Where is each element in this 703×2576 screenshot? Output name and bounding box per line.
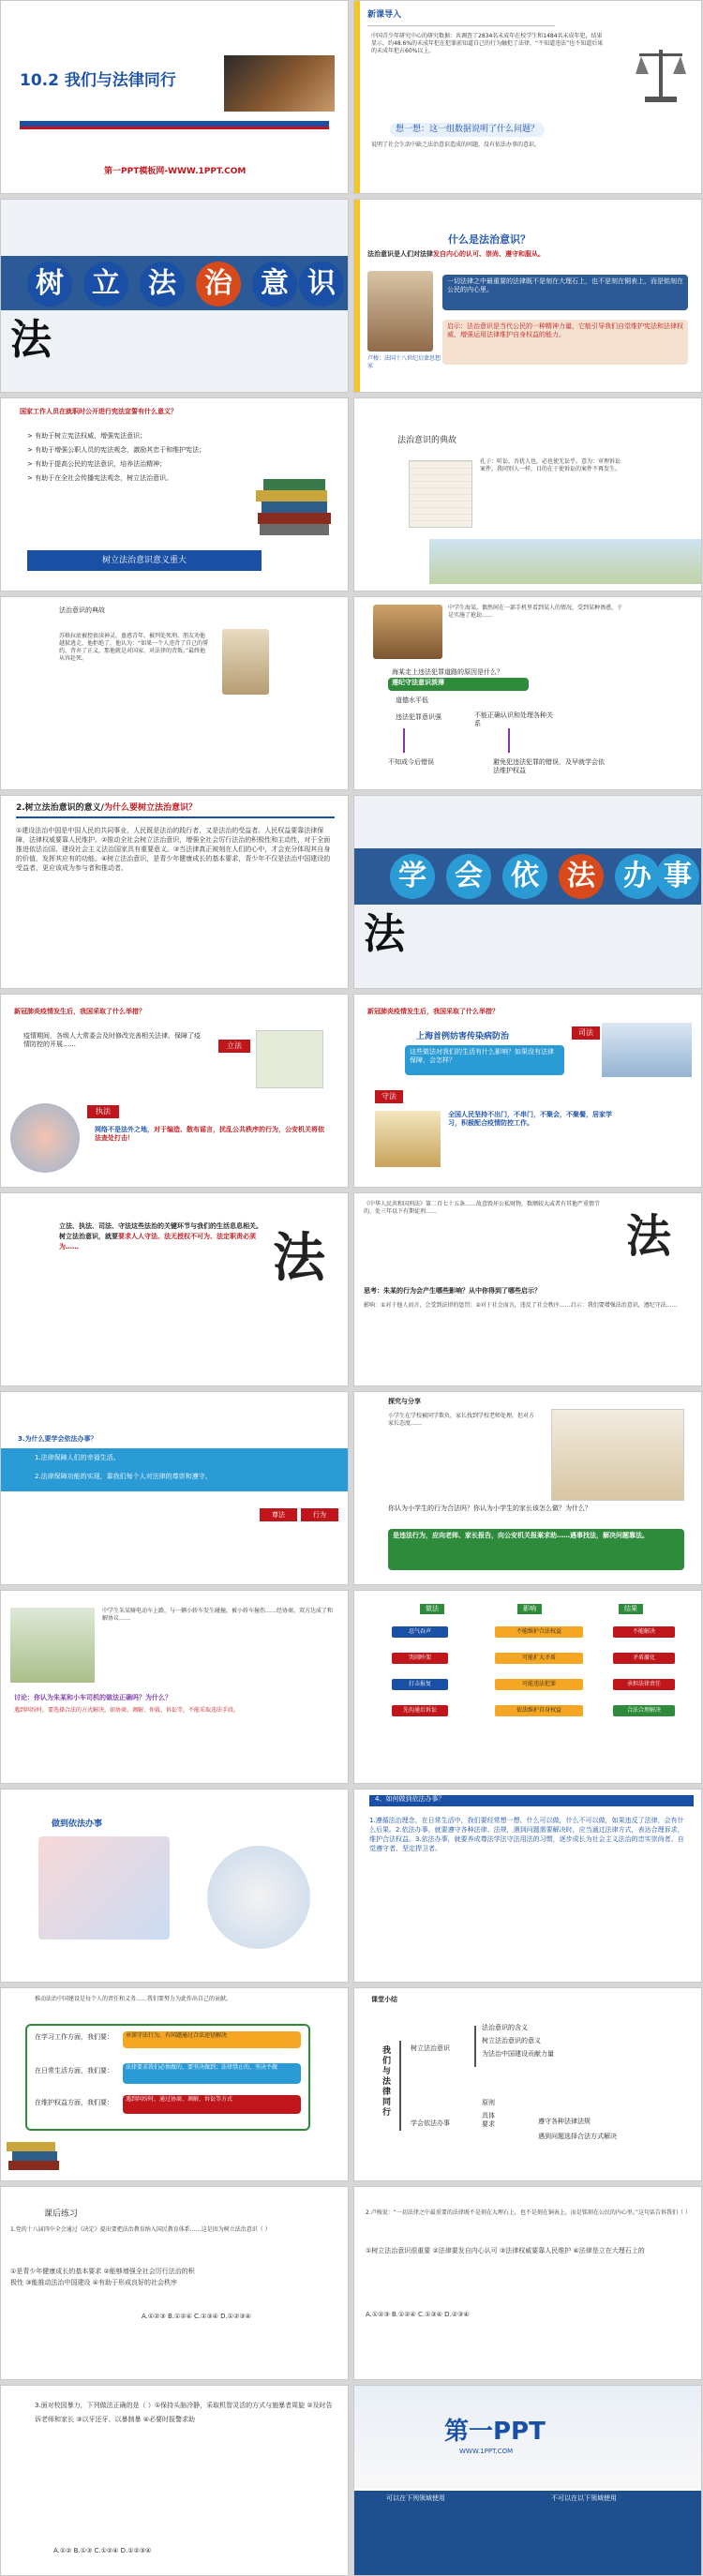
title-char-4: 法	[559, 854, 604, 899]
col-header: 结果	[619, 1604, 643, 1614]
slide-3-section[interactable]	[0, 199, 349, 393]
answer-options: A.①②③ B.①②④ C.①③④ D.①②③④	[142, 2313, 251, 2320]
title-char-3: 依	[502, 854, 547, 899]
slide-24-exercise[interactable]	[353, 2186, 702, 2380]
question-card: 这些做法对我们的生活有什么影响？如果没有法律保障，会怎样？	[405, 1045, 564, 1075]
ad-label: 可以在下列领域使用	[386, 2494, 445, 2502]
section-heading: 2.树立法治意识的意义/为什么要树立法治意识？	[16, 803, 197, 813]
mindmap-leaf: 为法治中国建设贡献力量	[482, 2050, 554, 2058]
slide-26-ad[interactable]	[353, 2385, 702, 2576]
title-char-3: 法	[140, 262, 185, 307]
intro-answer: 说明了社会生活中缺乏法治意识造成的问题，没有依法办事的意识。	[371, 142, 541, 148]
brand-url: WWW.1PPT.COM	[459, 2448, 514, 2455]
slide-question: 新冠肺炎疫情发生后，我国采取了什么举措？	[367, 1008, 499, 1015]
handshake-illustration	[38, 1836, 170, 1939]
flow-result: 避免犯违法犯罪的错误，及早就学会依法维护权益	[493, 758, 605, 774]
situation-label: 在学习工作方面，我们要：	[35, 2033, 113, 2041]
cartoon-illustration	[551, 1409, 684, 1501]
intro-text: 中国青少年研究中心的研究数据：共调查了2834名未成年在校学生和1484名未成年犯，结果显示，约48.6%的未成年犯在犯罪前知道自己的行为触犯了法律，“不知道违法”也不知道后果的未成年犯占60%以上。	[371, 33, 604, 54]
think-question: 思考：朱某的行为会产生哪些影响？从中你得到了哪些启示？	[364, 1287, 541, 1295]
ancient-painting	[409, 460, 472, 528]
significance-banner: 树立法治意识意义重大	[27, 550, 262, 571]
slide-8-story[interactable]	[353, 596, 702, 790]
title-char-4: 治	[196, 262, 241, 307]
slide-13-summary[interactable]	[0, 1192, 349, 1386]
ancient-figure	[373, 605, 442, 659]
brand-logo: 第一PPT	[444, 2418, 546, 2446]
think-answer: 影响：①对于他人而言，会受到法律的惩罚；②对于社会而言，违反了社会秩序……启示：我们要增强法治意识，遵纪守法……	[364, 1302, 678, 1309]
tag-legislation: 立法	[218, 1040, 250, 1053]
title-char-1: 学	[390, 854, 435, 899]
case-text: 中学生朱某骑电动车上路，与一辆小轿车发生碰撞，被小轿车撞伤……经协商，双方达成了和解协议……	[102, 1608, 334, 1622]
quote-card: 一切法律之中最重要的法律既不是刻在大理石上，也不是刻在铜表上，而是铭刻在公民的内心里。	[442, 275, 688, 310]
situation-answer: 承诺守法行为，有问题通过合法途径解决	[123, 2031, 301, 2048]
situation-answer: 遇到纠纷时，通过协商、调解、诉讼等方式	[123, 2095, 301, 2114]
virus-cartoon	[10, 1103, 80, 1173]
situation-label: 在维护权益方面，我们要：	[35, 2099, 113, 2106]
flow-start: 遵纪守法意识淡薄	[388, 678, 529, 691]
benefit-item: > 有助于在全社会传播宪法观念，树立法治意识。	[27, 474, 173, 482]
method-tag: 哭闹吵架	[392, 1653, 448, 1664]
method-tag: 忍气吞声	[392, 1626, 448, 1638]
mindmap-root: 我们与法律同行	[382, 2046, 392, 2118]
slide-18-comparison[interactable]	[353, 1590, 702, 1784]
title-char-6: 事	[656, 854, 699, 899]
scales-icon	[636, 42, 686, 108]
exercise-question: 2.卢梭说：“一切法律之中最重要的法律既不是刻在大理石上，也不是刻在铜表上，而是铭刻在公民的内心里。”这句话告诉我们（ ）	[366, 2209, 691, 2216]
section-tag: 新课导入	[367, 10, 402, 20]
definition-line: 法治意识是人们对法律发自内心的认可、崇尚、遵守和服从。	[367, 250, 545, 258]
statue-photo	[222, 629, 269, 695]
portrait-caption: 卢梭：法国十八世纪启蒙思想家	[367, 355, 441, 369]
village-photo	[429, 539, 701, 584]
slide-10-section[interactable]	[353, 795, 702, 989]
explore-title: 探究与分享	[388, 1398, 421, 1405]
exercise-question: 3.面对校园暴力，下列做法正确的是（ ）①保持头脑冷静，采取机智灵活的方式与施暴者周旋 ②及时告诉老师和家长 ③以牙还牙、以暴制暴 ④必要时报警求助	[35, 2402, 333, 2423]
tag-compliance: 守法	[375, 1090, 403, 1103]
calligraphy-mark: 法	[273, 1228, 325, 1289]
mindmap-branch: 树立法治意识	[411, 2044, 450, 2052]
benefit-item: > 有助于提高公民的宪法意识，培养法治精神；	[27, 460, 167, 468]
slide-question: 国家工作人员在就职时公开进行宪法宣誓有什么意义？	[20, 408, 177, 415]
exercise-question: 1.党的十八届四中全会通过《决定》提出要把法治教育纳入国民教育体系……这是因为树立法治意识（ ）	[10, 2226, 271, 2233]
meaning-text: ①建设法治中国是中国人民的共同事业，人民既是法治的践行者，又是法治的受益者。人民权益要靠法律保障，法律权威要靠人民维护。②推动全社会树立法治意识，增强全社会厉行法治的积极性和主动性，对于全面推进依法治国、建设社会主义法治国家具有重要意义。③当法律真正被刻在人们的心中，才会充分体现其自身的价值，发挥其应有的功能。④树立法治意识，是青少年健康成长的基本要求，青少年不仅是法治中国建设的受益者，更应该成为参与者和推动者。	[16, 827, 331, 872]
answer-options: A.①② B.①③ C.①②④ D.①②③④	[53, 2547, 152, 2554]
how-text: 1.遵循法治理念，在日常生活中，我们要经常想一想，什么可以做，什么不可以做，如果违反了法律，会有什么后果。2.依法办事，就要遵守各种法律、法规，遇到问题需要解决时，应当通过法律方式，表达合理诉求，维护合法权益。3.依法办事，就要养成尊法学法守法用法的习惯，逐步成长为社会主义法治的忠实崇尚者、自觉遵守者、坚定捍卫者。	[369, 1817, 684, 1852]
story-title: 法治意识的典故	[397, 436, 457, 445]
title-char-5: 意	[252, 262, 297, 307]
mindmap-leaf: 原则	[482, 2099, 495, 2106]
flow-branch: 道德水平低	[396, 696, 428, 704]
books-icon	[254, 455, 335, 539]
headline: 上海首例妨害传染病防治	[416, 1032, 510, 1041]
benefit-list	[27, 432, 224, 488]
calligraphy-mark: 法	[364, 910, 405, 958]
source-caption: 第一PPT模板网-WWW.1PPT.COM	[104, 167, 247, 176]
slide-23-exercise[interactable]	[0, 2186, 349, 2380]
col-header: 做法	[420, 1604, 444, 1614]
mindmap-leaf: 法治意识的含义	[482, 2024, 528, 2031]
exercise-options: ①树立法治意识很重要 ②法律要发自内心认可 ③法律权威要靠人民维护 ④法律是立在大理石上的	[366, 2247, 645, 2254]
definition-question: 什么是法治意识？	[448, 233, 531, 246]
mindmap-leaf: 遵守各种法律法规	[538, 2118, 591, 2125]
answer-options: A.①②③ B.①②④ C.①③④ D.②③④	[366, 2311, 470, 2318]
slide-11-covid-case[interactable]	[0, 994, 349, 1188]
case-text: 《中华人民共和国刑法》第二百七十五条……故意毁坏公私财物，数额较大或者有其他严重情节的，处三年以下有期徒刑……	[364, 1201, 601, 1215]
intro-text: 推动法治中国建设是每个人的责任和义务……我们要努力为此作出自己的贡献。	[35, 1996, 232, 2002]
story-text: 孔子：听讼，吾犹人也，必也使无讼乎。意为：审理诉讼案件，我同别人一样，目的在于使诉讼的案件不再发生。	[480, 458, 621, 472]
summary-text: 立法、执法、司法、守法这些法治的关键环节与我们的生活息息相关。树立法治意识，就要要求人人守法、法无授权不可为、法定职责必须为……	[59, 1222, 262, 1251]
result-tag: 矛盾激化	[613, 1653, 675, 1664]
slide-19-section[interactable]	[0, 1789, 349, 1983]
flow-branch: 违法犯罪意识强	[396, 713, 441, 721]
section-heading: 3.为什么要学会依法办事？	[18, 1435, 97, 1443]
method-tag: 先沟通后诉讼	[392, 1705, 448, 1716]
result-tag: 不能解决	[613, 1626, 675, 1638]
reason-item: 1.法律保障人们的幸福生活。	[35, 1454, 120, 1461]
slide-20-how[interactable]	[353, 1789, 702, 1983]
community-photo	[375, 1111, 441, 1167]
exercise-options: ①是青少年健康成长的基本要求 ②能够增强全社会厉行法治的积极性 ③能推动法治中国建设 ④有助于形成良好的社会秩序	[10, 2268, 195, 2286]
court-photo	[602, 1023, 692, 1077]
situation-answer: 法律要求我们必须做的，要坚决做到；法律禁止的，坚决不做	[123, 2063, 301, 2084]
col-header: 影响	[517, 1604, 542, 1614]
effect-tag: 依法维护自身权益	[495, 1705, 583, 1716]
effect-tag: 可能违法犯罪	[495, 1679, 583, 1690]
explore-question: 你认为小学生的行为合法吗？你认为小学生的家长该怎么做？为什么？	[388, 1505, 591, 1512]
slide-21-situations[interactable]	[0, 1987, 349, 2181]
enforcement-text: 网络不是法外之地，对于编造、散布谣言，扰乱公共秩序的行为，公安机关将依法查处打击！	[95, 1126, 324, 1142]
gavel-photo	[224, 55, 335, 112]
title-char-6: 识	[299, 262, 344, 307]
slide-25-exercise[interactable]	[0, 2385, 349, 2576]
mindmap-leaf: 具体要求	[482, 2112, 495, 2128]
slide-7-story[interactable]	[0, 596, 349, 790]
portrait-photo	[367, 271, 433, 352]
tag-conduct: 尊法	[260, 1508, 297, 1521]
flow-result: 不知成今后错误	[388, 758, 434, 766]
slide-14-case[interactable]	[353, 1192, 702, 1386]
effect-tag: 可能扩大矛盾	[495, 1653, 583, 1664]
question-bubble: 想一想：这一组数据说明了什么问题？	[390, 123, 545, 137]
books-icon	[7, 2129, 63, 2176]
mindmap-leaf: 遇到问题选择合法方式解决	[538, 2133, 617, 2140]
result-tag: 承担法律责任	[613, 1679, 675, 1690]
method-tag: 打击报复	[392, 1679, 448, 1690]
slide-4-definition[interactable]	[353, 199, 702, 393]
slide-6-story[interactable]	[353, 397, 702, 592]
explore-text: 小学生在学校被同学欺负，家长找到学校老师处理，但对方家长态度……	[388, 1413, 535, 1427]
slide-5-significance[interactable]	[0, 397, 349, 592]
slide-9-meaning[interactable]	[0, 795, 349, 989]
summary-title: 课堂小结	[371, 1996, 397, 2003]
discussion-question: 讨论：你认为朱某和小车司机的做法正确吗？为什么？	[14, 1694, 172, 1701]
compliance-text: 全国人民坚持不出门，不串门，不聚会，不聚餐，居家学习，积极配合疫情防控工作。	[448, 1111, 612, 1127]
law-book-illustration	[207, 1846, 310, 1949]
reason-item: 2.法律保障功能的实现，靠我们每个人对法律的尊崇和遵守。	[35, 1473, 212, 1480]
tag-behavior: 行为	[301, 1508, 338, 1521]
document-photo	[256, 1030, 323, 1088]
lesson-title: 10.2 我们与法律同行	[20, 71, 176, 90]
slide-22-summary[interactable]	[353, 1987, 702, 2181]
flow-branch: 不能正确认识和处理各种关系	[474, 711, 553, 727]
discussion-answer: 遇到纠纷时，要选择合法的方式解决，如协商、调解、仲裁、诉讼等，不能采取违法手段。	[14, 1707, 240, 1714]
effect-tag: 不能维护合法权益	[495, 1626, 583, 1638]
slide-1-title[interactable]	[0, 0, 349, 194]
story-title: 法治意识的典故	[59, 607, 105, 614]
situation-label: 在日常生活方面，我们要：	[35, 2067, 113, 2074]
slide-17-case[interactable]	[0, 1590, 349, 1784]
title-char-5: 办	[615, 854, 660, 899]
section-title: 做到依法办事	[52, 1820, 103, 1829]
slide-16-explore[interactable]	[353, 1391, 702, 1585]
slide-question: 新冠肺炎疫情发生后，我国采取了什么举措？	[14, 1008, 145, 1015]
slide-15-why[interactable]	[0, 1391, 349, 1585]
benefit-item: > 有助于增强公职人员的宪法观念，激励其忠于和维护宪法；	[27, 446, 206, 454]
story-text: 中学生海某，偶然间在一部手机里看到某人的情况，受到某种诱惑，于是实施了抢劫……	[448, 605, 623, 619]
tag-justice: 司法	[572, 1026, 600, 1040]
case-text: 疫情期间，各级人大常委会及时修改完善相关法律，保障了疫情防控的开展……	[23, 1032, 201, 1048]
title-char-1: 树	[27, 262, 72, 307]
calligraphy-mark: 法	[626, 1210, 672, 1263]
note-card: 启示：法治意识是当代公民的一种精神力量，它能引导我们自觉维护宪法和法律权威，增强运用法律维护自身权益的能力。	[442, 320, 688, 365]
exercise-title: 课后练习	[44, 2209, 79, 2219]
slide-12-covid-case[interactable]	[353, 994, 702, 1188]
tag-enforcement: 执法	[87, 1105, 119, 1118]
section-heading: 4、如何做到依法办事？	[369, 1795, 694, 1806]
mindmap-branch: 学会依法办事	[411, 2119, 450, 2127]
ad-label: 不可以在以下领域使用	[551, 2494, 617, 2502]
answer-card: 是违法行为，应向老师、家长报告，向公安机关报案求助……遇事找法，解决问题靠法。	[388, 1529, 684, 1570]
title-char-2: 会	[446, 854, 491, 899]
benefit-item: > 有助于树立宪法权威，增强宪法意识；	[27, 432, 147, 440]
calligraphy-mark: 法	[10, 316, 52, 364]
story-question: 海某走上违法犯罪道路的原因是什么？	[392, 668, 503, 676]
title-char-2: 立	[83, 262, 128, 307]
story-text: 苏格拉底被控亵渎神灵、蛊惑青年，被判处死刑。朋友劝他越狱逃走，他拒绝了，他认为：“如果一个人违背了自己的誓约，背弃了正义，那他就是对国家、对法律的背叛。”最终他从容赴死。	[59, 633, 209, 662]
mindmap-leaf: 树立法治意识的意义	[482, 2037, 541, 2044]
result-tag: 合法合理解决	[613, 1705, 675, 1716]
street-cartoon	[10, 1608, 95, 1683]
slide-2-intro[interactable]	[353, 0, 702, 194]
